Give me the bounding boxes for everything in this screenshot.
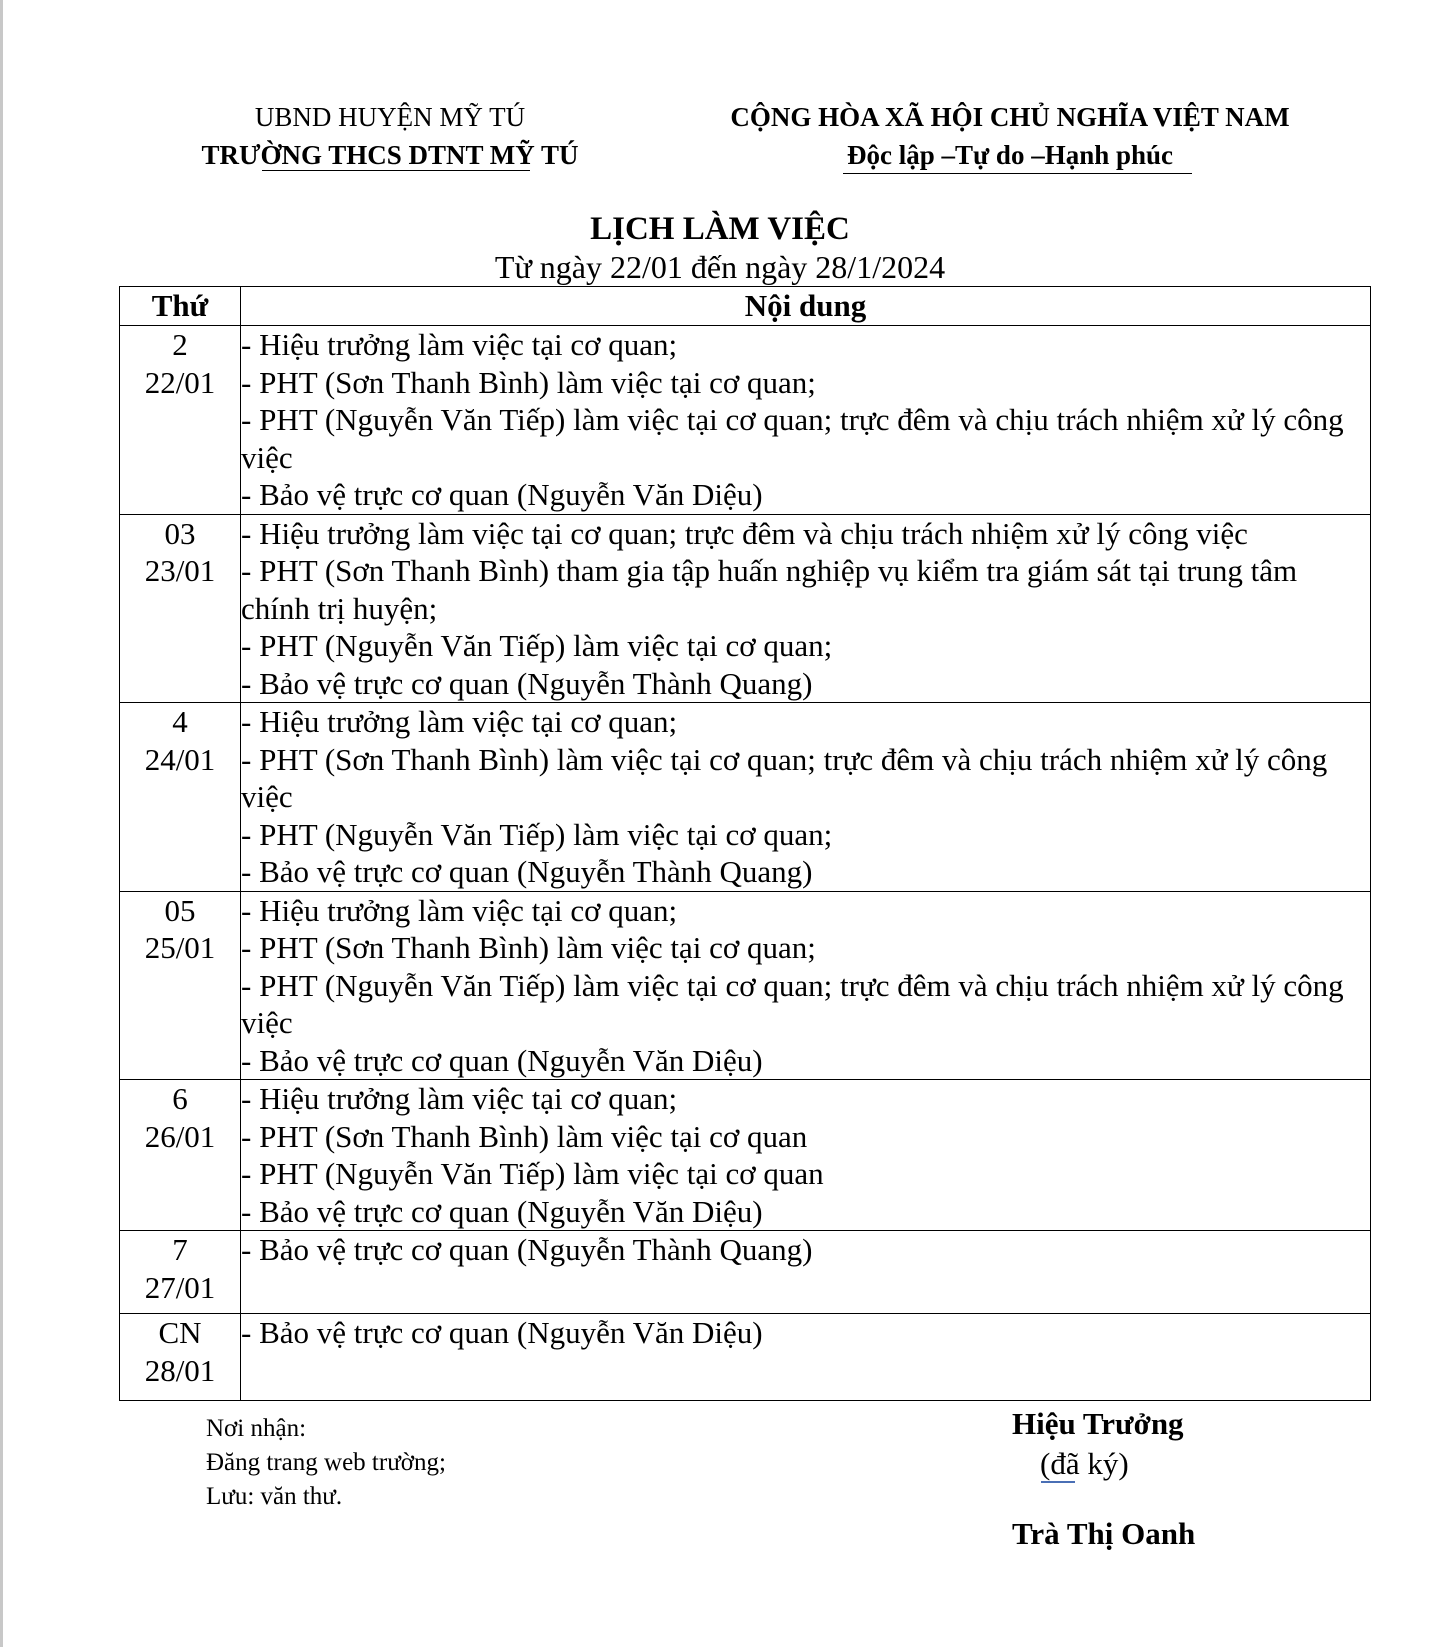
task-line: - Bảo vệ trực cơ quan (Nguyễn Thành Quang) [241, 854, 813, 889]
org-name: UBND HUYỆN MỸ TÚ [254, 102, 526, 132]
content-cell [241, 1314, 1371, 1401]
task-line: - Hiệu trưởng làm việc tại cơ quan; trực đêm và chịu trách nhiệm xử lý công việc [241, 515, 1248, 551]
content-cell [241, 1080, 1371, 1231]
task-line: - PHT (Nguyễn Văn Tiếp) làm việc tại cơ quan; [241, 628, 833, 663]
task-line: - PHT (Sơn Thanh Bình) làm việc tại cơ quan; [241, 364, 816, 400]
content-cell [241, 326, 1371, 515]
task-line: - Bảo vệ trực cơ quan (Nguyễn Văn Diệu) [241, 477, 763, 512]
table-row [120, 703, 1371, 892]
task-line: - PHT (Sơn Thanh Bình) làm việc tại cơ quan; trực đêm và chịu trách nhiệm xử lý công việc [241, 741, 1328, 814]
table-row [120, 326, 1371, 515]
weekday-label: 2 [172, 327, 188, 362]
signer-title: Hiệu Trưởng [1012, 1406, 1184, 1441]
table-header-row [120, 287, 1371, 326]
national-motto: Độc lập –Tự do –Hạnh phúc [846, 140, 1174, 170]
day-cell [120, 891, 241, 1080]
task-line: - Hiệu trưởng làm việc tại cơ quan; [241, 1081, 678, 1116]
signature-mark [1041, 1481, 1075, 1483]
day-cell [120, 1080, 241, 1231]
task-line: - PHT (Nguyễn Văn Tiếp) làm việc tại cơ quan; trực đêm và chịu trách nhiệm xử lý công việc [241, 402, 1344, 475]
schedule-body [120, 326, 1371, 1401]
recipient-item: Lưu: văn thư. [206, 1483, 343, 1510]
content-cell [241, 514, 1371, 703]
date-label: 28/01 [144, 1352, 216, 1388]
day-cell [120, 1314, 241, 1401]
task-line: - Hiệu trưởng làm việc tại cơ quan; [241, 704, 678, 739]
nation-name: CỘNG HÒA XÃ HỘI CHỦ NGHĨA VIỆT NAM [730, 102, 1290, 132]
task-line: - Hiệu trưởng làm việc tại cơ quan; [241, 327, 678, 362]
weekday-label: CN [158, 1315, 202, 1350]
weekday-label: 6 [172, 1081, 188, 1116]
signed-note: (đã ký) [1040, 1446, 1129, 1481]
content-cell [241, 891, 1371, 1080]
column-header-content: Nội dung [241, 287, 1371, 326]
task-line: - Bảo vệ trực cơ quan (Nguyễn Văn Diệu) [241, 1193, 763, 1229]
column-header-day: Thứ [120, 287, 241, 326]
recipients-label: Nơi nhận: [206, 1415, 307, 1442]
recipients-block [206, 1412, 446, 1514]
table-row [120, 514, 1371, 703]
weekday-label: 4 [172, 704, 188, 739]
task-line: - PHT (Nguyễn Văn Tiếp) làm việc tại cơ quan [241, 1156, 824, 1191]
header-left [170, 98, 610, 174]
header-right [690, 98, 1330, 174]
task-line: - PHT (Nguyễn Văn Tiếp) làm việc tại cơ quan; trực đêm và chịu trách nhiệm xử lý công việc [241, 967, 1344, 1040]
weekday-label: 7 [172, 1232, 188, 1267]
task-line: - Hiệu trưởng làm việc tại cơ quan; [241, 892, 678, 928]
task-line: - PHT (Sơn Thanh Bình) làm việc tại cơ quan; [241, 930, 816, 965]
table-row [120, 1231, 1371, 1314]
date-label: 23/01 [144, 553, 216, 588]
date-label: 27/01 [144, 1269, 216, 1305]
task-line: - PHT (Sơn Thanh Bình) làm việc tại cơ quan [241, 1118, 808, 1154]
task-line: - Bảo vệ trực cơ quan (Nguyễn Văn Diệu) [241, 1042, 763, 1078]
date-label: 26/01 [144, 1118, 216, 1154]
day-cell [120, 703, 241, 892]
signer-name: Trà Thị Oanh [1012, 1516, 1196, 1551]
date-label: 25/01 [144, 930, 216, 965]
task-line: - PHT (Nguyễn Văn Tiếp) làm việc tại cơ quan; [241, 816, 833, 852]
date-label: 24/01 [144, 741, 216, 777]
weekday-label: 03 [164, 515, 196, 551]
task-line: - PHT (Sơn Thanh Bình) tham gia tập huấn nghiệp vụ kiểm tra giám sát tại trung tâm chính trị huyện; [241, 553, 1298, 626]
header-right-rule [843, 173, 1192, 174]
table-row [120, 1080, 1371, 1231]
document-title: LỊCH LÀM VIỆC [590, 211, 850, 247]
content-cell [241, 703, 1371, 892]
header-left-rule [262, 170, 530, 171]
task-line: - Bảo vệ trực cơ quan (Nguyễn Thành Quang) [241, 665, 813, 701]
content-cell [241, 1231, 1371, 1314]
table-row [120, 891, 1371, 1080]
day-cell [120, 514, 241, 703]
task-line: - Bảo vệ trực cơ quan (Nguyễn Văn Diệu) [241, 1315, 763, 1350]
document-date-range: Từ ngày 22/01 đến ngày 28/1/2024 [494, 249, 946, 285]
weekday-label: 05 [164, 892, 196, 928]
table-row [120, 1314, 1371, 1401]
task-line: - Bảo vệ trực cơ quan (Nguyễn Thành Quang) [241, 1232, 813, 1267]
recipient-item: Đăng trang web trường; [206, 1449, 446, 1476]
date-label: 22/01 [144, 364, 216, 400]
school-name: TRƯỜNG THCS DTNT MỸ TÚ [201, 140, 579, 170]
schedule-table [119, 286, 1371, 1401]
day-cell [120, 326, 241, 515]
day-cell [120, 1231, 241, 1314]
